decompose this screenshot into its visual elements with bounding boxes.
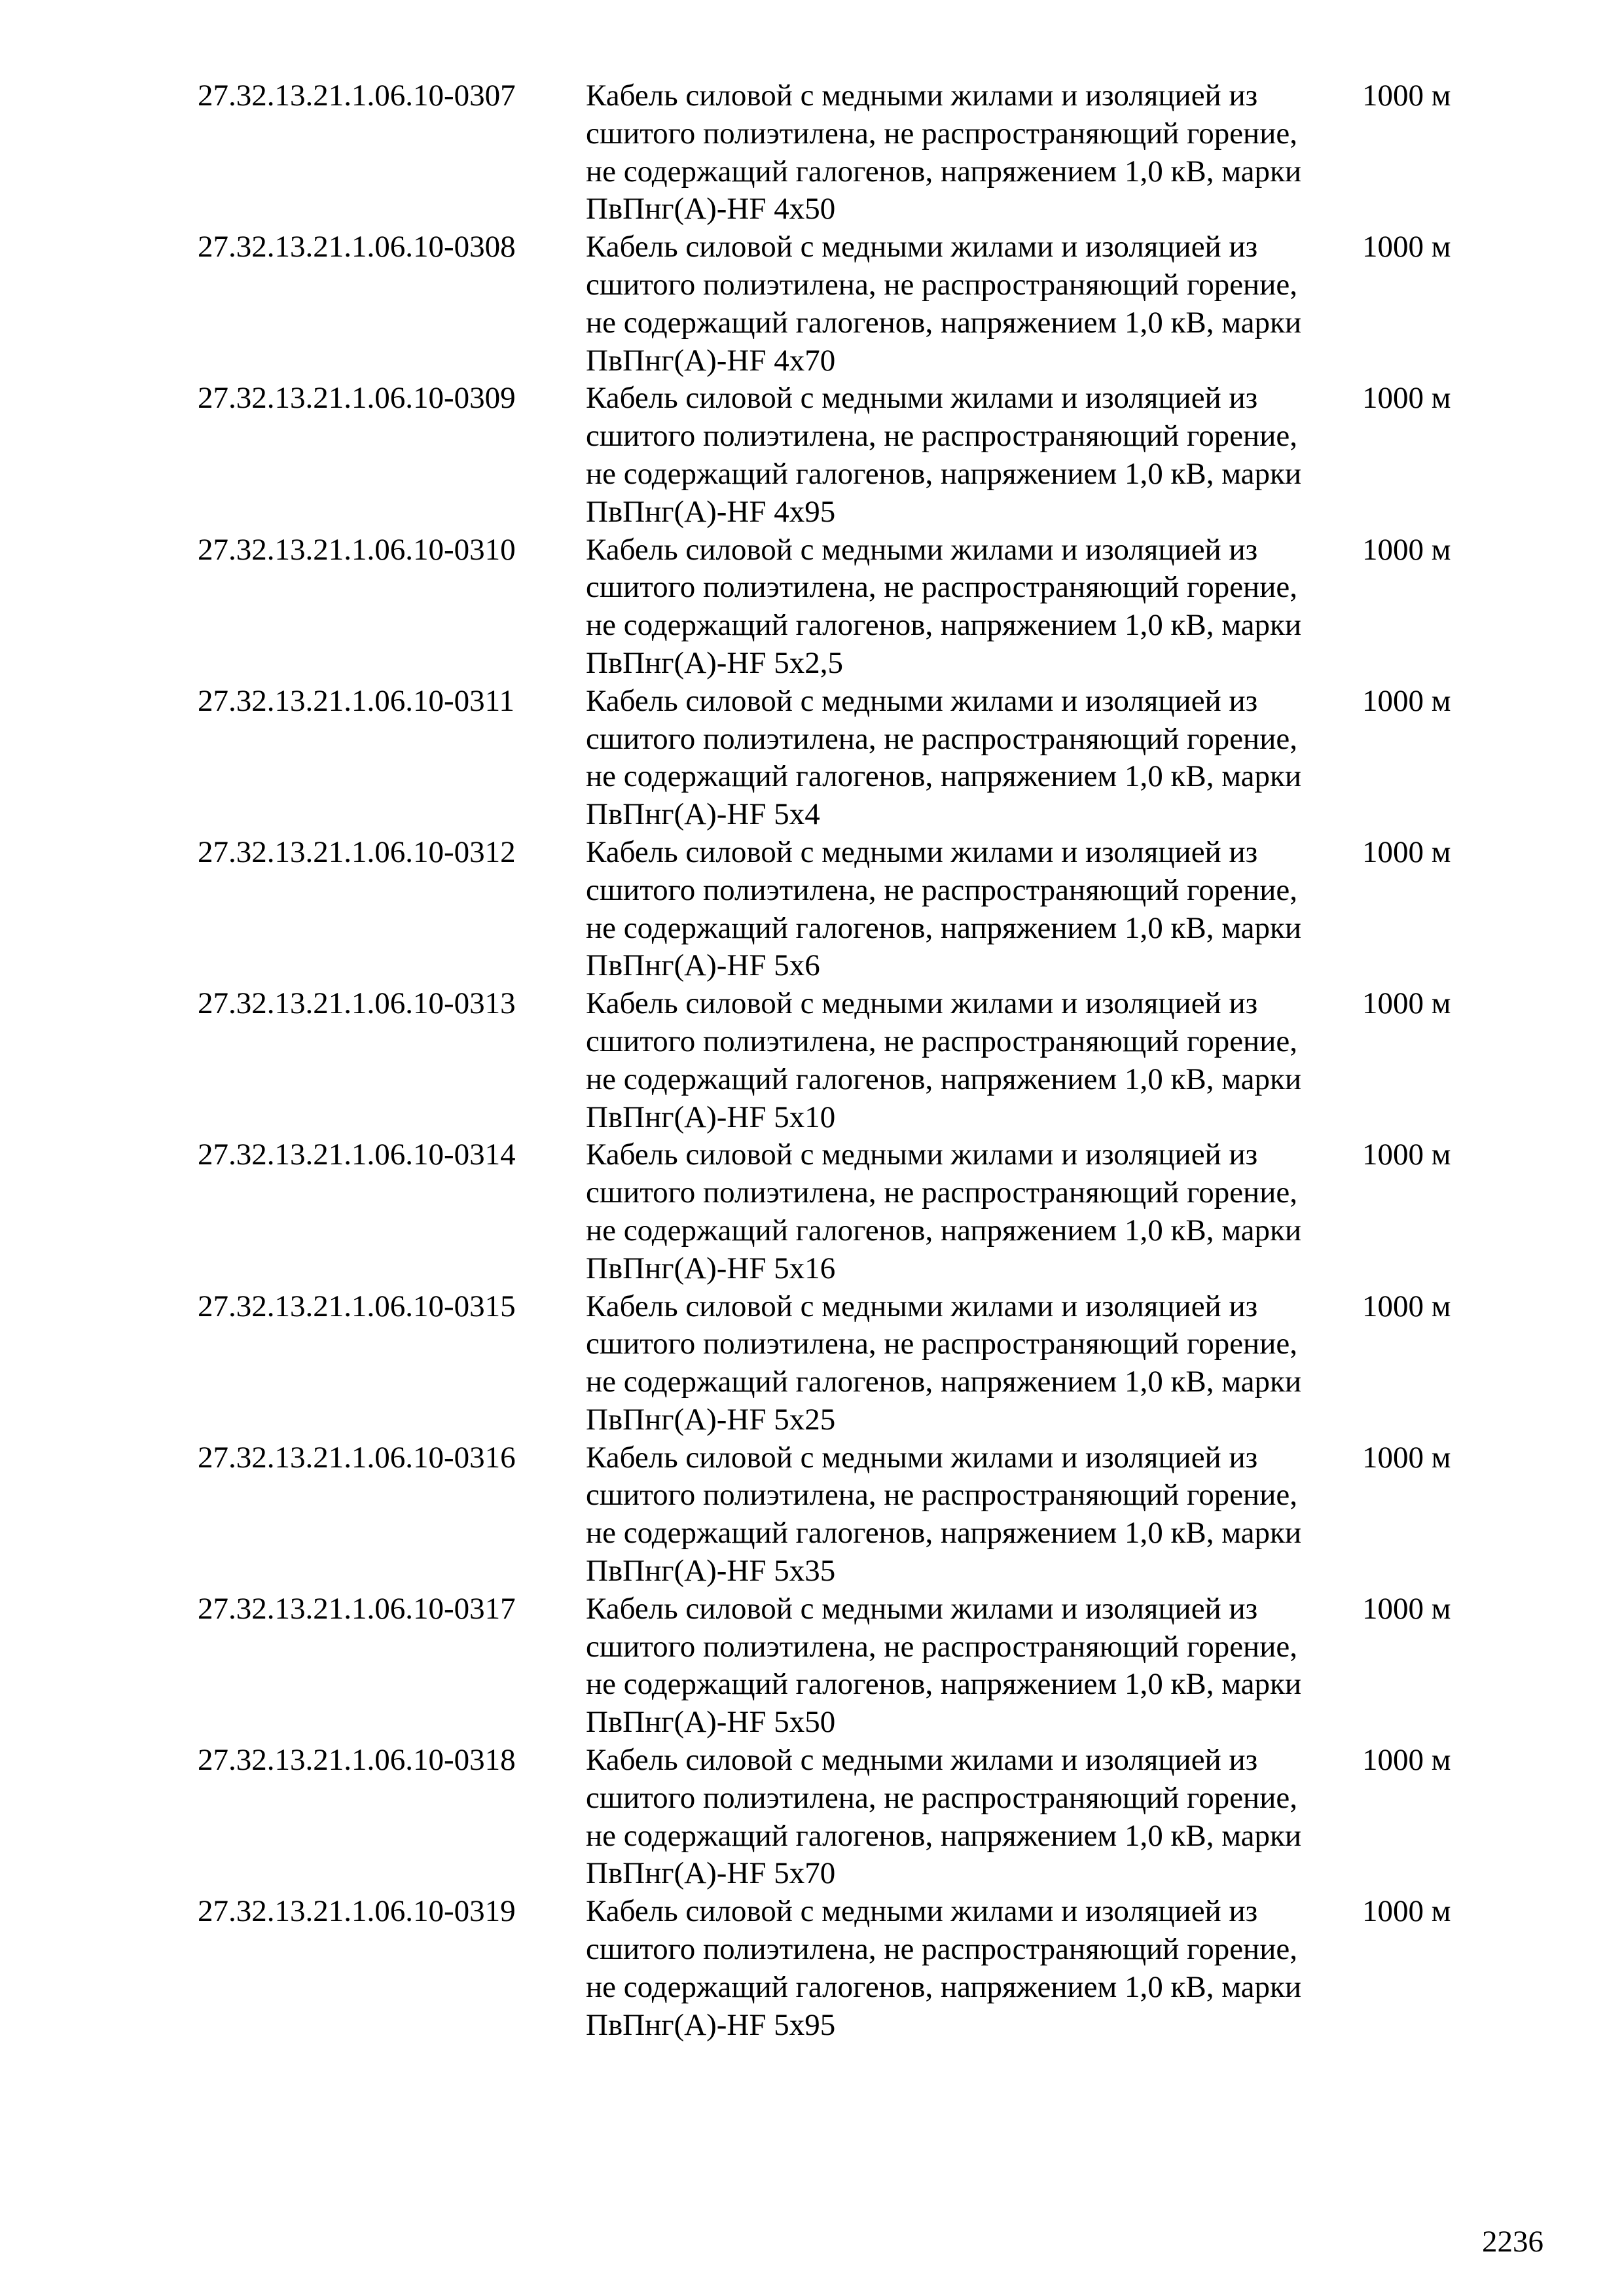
- catalog-entry: [198, 1288, 1481, 1439]
- catalog-entry: [198, 531, 1481, 683]
- catalog-entry: [198, 1439, 1481, 1590]
- unit-of-measure: 1000 м: [1362, 1289, 1451, 1323]
- unit-of-measure: 1000 м: [1362, 381, 1451, 416]
- unit-of-measure: 1000 м: [1362, 79, 1451, 113]
- catalog-entry: [198, 1136, 1481, 1287]
- resource-code: 27.32.13.21.1.06.10-0318: [198, 1743, 516, 1778]
- catalog-entry: [198, 1893, 1481, 2044]
- resource-code: 27.32.13.21.1.06.10-0315: [198, 1289, 516, 1323]
- resource-code: 27.32.13.21.1.06.10-0313: [198, 986, 516, 1021]
- resource-description: Кабель силовой с медными жилами и изоляцией из сшитого полиэтилена, не распространяющий горение, не содержащий галогенов, напряжением 1,0 кВ, марки ПвПнг(А)-HF 4x70: [586, 230, 1301, 378]
- unit-of-measure: 1000 м: [1362, 1743, 1451, 1778]
- resource-description: Кабель силовой с медными жилами и изоляцией из сшитого полиэтилена, не распространяющий горение, не содержащий галогенов, напряжением 1,0 кВ, марки ПвПнг(А)-HF 5x10: [586, 986, 1301, 1134]
- resource-code: 27.32.13.21.1.06.10-0307: [198, 79, 516, 113]
- resource-code: 27.32.13.21.1.06.10-0316: [198, 1440, 516, 1475]
- unit-of-measure: 1000 м: [1362, 1138, 1451, 1172]
- resource-description: Кабель силовой с медными жилами и изоляцией из сшитого полиэтилена, не распространяющий горение, не содержащий галогенов, напряжением 1,0 кВ, марки ПвПнг(А)-HF 5x95: [586, 1894, 1301, 2042]
- resource-code: 27.32.13.21.1.06.10-0309: [198, 381, 516, 416]
- resource-description: Кабель силовой с медными жилами и изоляцией из сшитого полиэтилена, не распространяющий горение, не содержащий галогенов, напряжением 1,0 кВ, марки ПвПнг(А)-HF 5x50: [586, 1591, 1301, 1740]
- resource-description: Кабель силовой с медными жилами и изоляцией из сшитого полиэтилена, не распространяющий горение, не содержащий галогенов, напряжением 1,0 кВ, марки ПвПнг(А)-HF 5x6: [586, 834, 1301, 983]
- page-number: 2236: [1482, 2225, 1543, 2259]
- catalog-entry: [198, 380, 1481, 531]
- unit-of-measure: 1000 м: [1362, 683, 1451, 718]
- resource-code: 27.32.13.21.1.06.10-0308: [198, 230, 516, 264]
- catalog-entry: [198, 1742, 1481, 1893]
- catalog-entry: [198, 77, 1481, 228]
- unit-of-measure: 1000 м: [1362, 230, 1451, 264]
- unit-of-measure: 1000 м: [1362, 986, 1451, 1021]
- resource-description: Кабель силовой с медными жилами и изоляцией из сшитого полиэтилена, не распространяющий горение, не содержащий галогенов, напряжением 1,0 кВ, марки ПвПнг(А)-HF 5x35: [586, 1440, 1301, 1588]
- unit-of-measure: 1000 м: [1362, 834, 1451, 869]
- resource-description: Кабель силовой с медными жилами и изоляцией из сшитого полиэтилена, не распространяющий горение, не содержащий галогенов, напряжением 1,0 кВ, марки ПвПнг(А)-HF 5x4: [586, 683, 1301, 832]
- resource-description: Кабель силовой с медными жилами и изоляцией из сшитого полиэтилена, не распространяющий горение, не содержащий галогенов, напряжением 1,0 кВ, марки ПвПнг(А)-HF 5x16: [586, 1138, 1301, 1285]
- catalog-entry: [198, 1590, 1481, 1742]
- resource-description: Кабель силовой с медными жилами и изоляцией из сшитого полиэтилена, не распространяющий горение, не содержащий галогенов, напряжением 1,0 кВ, марки ПвПнг(А)-HF 5x25: [586, 1289, 1301, 1437]
- resource-code: 27.32.13.21.1.06.10-0319: [198, 1894, 516, 1929]
- catalog-entry: [198, 985, 1481, 1136]
- resource-description: Кабель силовой с медными жилами и изоляцией из сшитого полиэтилена, не распространяющий горение, не содержащий галогенов, напряжением 1,0 кВ, марки ПвПнг(А)-HF 4x50: [586, 79, 1301, 226]
- catalog-entry: [198, 228, 1481, 380]
- catalog-list: [198, 77, 1481, 2044]
- catalog-entry: [198, 834, 1481, 985]
- resource-description: Кабель силовой с медными жилами и изоляцией из сшитого полиэтилена, не распространяющий горение, не содержащий галогенов, напряжением 1,0 кВ, марки ПвПнг(А)-HF 4x95: [586, 381, 1301, 529]
- resource-description: Кабель силовой с медными жилами и изоляцией из сшитого полиэтилена, не распространяющий горение, не содержащий галогенов, напряжением 1,0 кВ, марки ПвПнг(А)-HF 5x70: [586, 1743, 1301, 1891]
- unit-of-measure: 1000 м: [1362, 532, 1451, 567]
- unit-of-measure: 1000 м: [1362, 1591, 1451, 1626]
- resource-description: Кабель силовой с медными жилами и изоляцией из сшитого полиэтилена, не распространяющий горение, не содержащий галогенов, напряжением 1,0 кВ, марки ПвПнг(А)-HF 5x2,5: [586, 532, 1301, 680]
- resource-code: 27.32.13.21.1.06.10-0317: [198, 1591, 516, 1626]
- resource-code: 27.32.13.21.1.06.10-0310: [198, 532, 516, 567]
- resource-code: 27.32.13.21.1.06.10-0311: [198, 683, 514, 718]
- unit-of-measure: 1000 м: [1362, 1894, 1451, 1929]
- resource-code: 27.32.13.21.1.06.10-0312: [198, 834, 516, 869]
- resource-code: 27.32.13.21.1.06.10-0314: [198, 1138, 516, 1172]
- unit-of-measure: 1000 м: [1362, 1440, 1451, 1475]
- catalog-entry: [198, 683, 1481, 834]
